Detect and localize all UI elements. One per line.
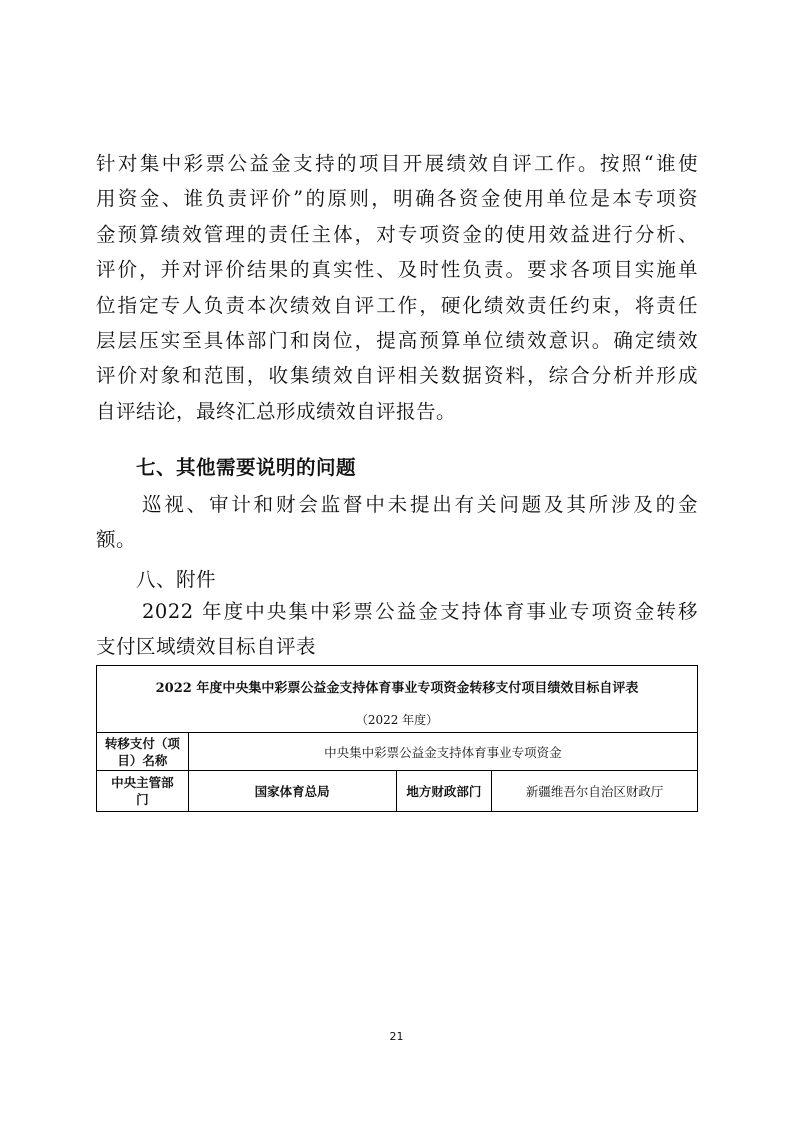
body-paragraph-1 xyxy=(96,146,698,429)
text-line: 支付区域绩效目标自评表 xyxy=(96,635,317,659)
attachment-title xyxy=(96,594,698,665)
page-number: 21 xyxy=(389,1030,404,1043)
text-line: 评价对象和范围，收集绩效自评相关数据资料，综合分析并形成 xyxy=(96,364,698,388)
text-line: 巡视、审计和财会监督中未提出有关问题及其所涉及的金 xyxy=(142,493,698,516)
table-title: 2022 年度中央集中彩票公益金支持体育事业专项资金转移支付项目绩效目标自评表 xyxy=(97,666,698,707)
local-finance-label: 地方财政部门 xyxy=(396,771,492,812)
project-name-label xyxy=(97,733,189,771)
label-line: 中央主管部 xyxy=(111,775,174,790)
central-dept-label xyxy=(97,771,189,812)
text-line: 层层压实至具体部门和岗位，提高预算单位绩效意识。确定绩效 xyxy=(96,329,698,353)
text-line: 自评结论，最终汇总形成绩效自评报告。 xyxy=(96,399,457,423)
label-line: 目）名称 xyxy=(117,752,168,768)
text-line: 评价，并对评价结果的真实性、及时性负责。要求各项目实施单 xyxy=(96,258,698,282)
central-dept-value: 国家体育总局 xyxy=(188,771,396,812)
local-finance-value: 新疆维吾尔自治区财政厅 xyxy=(492,771,698,812)
label-line: 门 xyxy=(136,792,149,807)
table-subtitle: （2022 年度） xyxy=(97,706,698,733)
text-line: 用资金、谁负责评价”的原则，明确各资金使用单位是本专项资 xyxy=(96,187,698,211)
body-paragraph-2 xyxy=(96,487,698,558)
performance-table xyxy=(96,665,698,812)
section-heading-8: 八、附件 xyxy=(136,568,217,591)
text-line: 金预算绩效管理的责任主体，对专项资金的使用效益进行分析、 xyxy=(96,222,698,246)
text-line: 2022 年度中央集中彩票公益金支持体育事业专项资金转移 xyxy=(142,600,698,623)
text-line: 位指定专人负责本次绩效自评工作，硬化绩效责任约束，将责任 xyxy=(96,293,698,317)
label-line: 转移支付（项 xyxy=(104,735,180,751)
section-heading-7: 七、其他需要说明的问题 xyxy=(136,456,357,479)
text-line: 针对集中彩票公益金支持的项目开展绩效自评工作。按照“谁使 xyxy=(96,152,698,175)
project-name-value: 中央集中彩票公益金支持体育事业专项资金 xyxy=(188,733,697,771)
text-line: 额。 xyxy=(96,528,137,552)
